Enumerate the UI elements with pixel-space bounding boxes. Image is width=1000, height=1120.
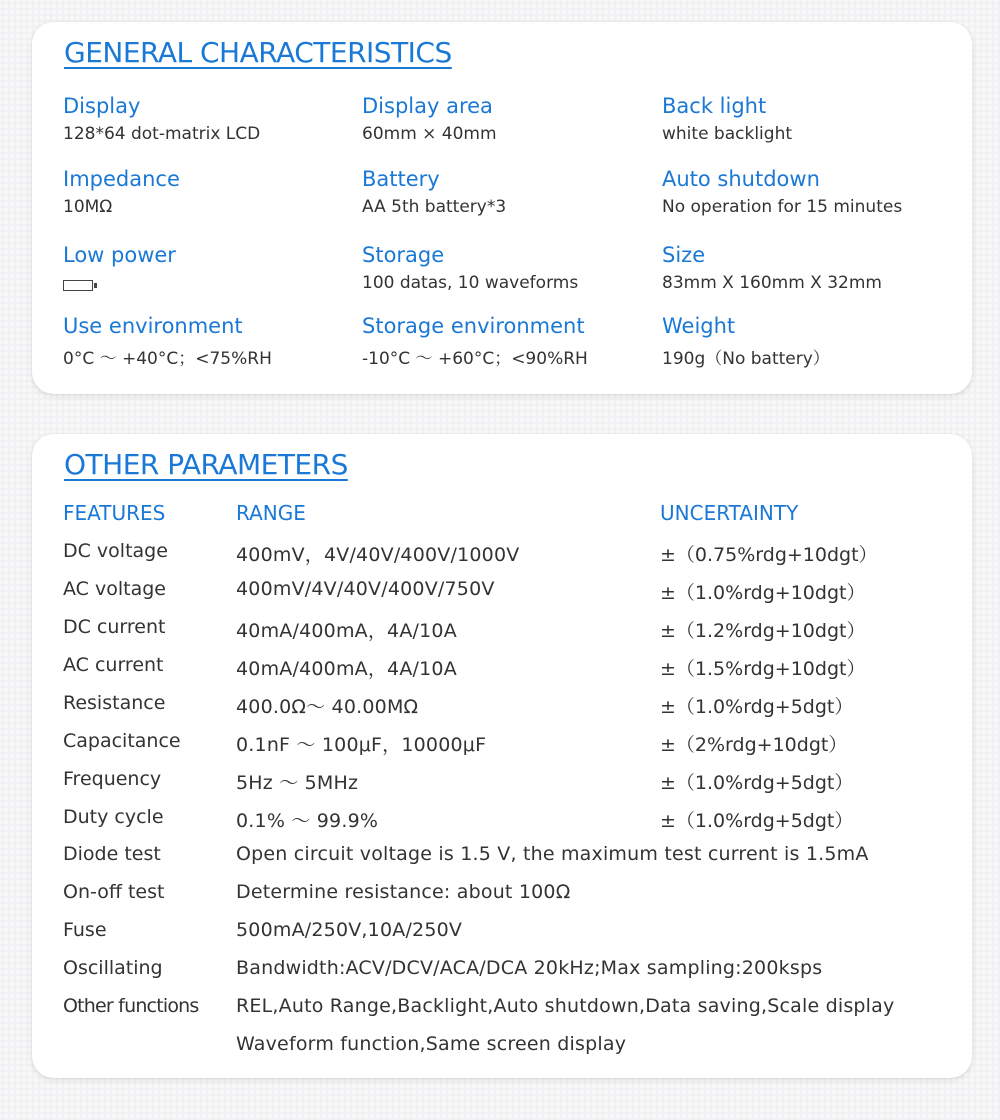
column-header-features: FEATURES: [63, 501, 166, 525]
feature-cell: Duty cycle: [63, 806, 164, 828]
spec-label: Impedance: [63, 167, 180, 191]
uncertainty-cell: ±（1.0%rdg+5dgt）: [660, 696, 854, 718]
uncertainty-cell: ±（0.75%rdg+10dgt）: [660, 544, 878, 566]
table-row: [32, 881, 972, 917]
battery-low-icon: [63, 280, 93, 291]
feature-cell: Capacitance: [63, 730, 181, 752]
range-cell: REL,Auto Range,Backlight,Auto shutdown,Data saving,Scale display: [236, 995, 895, 1017]
spec-value: -10°C ～ +60°C；<90%RH: [362, 349, 588, 369]
spec-value-icon-wrap: [63, 273, 353, 297]
table-row: [32, 1033, 972, 1069]
range-cell: 400mV/4V/40V/400V/750V: [236, 578, 495, 600]
spec-label: Display: [63, 94, 141, 118]
spec-low-power: [63, 243, 353, 297]
uncertainty-cell: ±（1.2%rdg+10dgt）: [660, 620, 866, 642]
table-row: [32, 616, 972, 652]
table-row: [32, 730, 972, 766]
spec-display: [63, 94, 353, 148]
table-row: [32, 578, 972, 614]
spec-label: Auto shutdown: [662, 167, 820, 191]
range-cell: 400mV，4V/40V/400V/1000V: [236, 544, 520, 566]
spec-label: Back light: [662, 94, 767, 118]
spec-label: Use environment: [63, 314, 243, 338]
range-cell: 0.1% ～ 99.9%: [236, 810, 379, 832]
spec-label: Display area: [362, 94, 493, 118]
feature-cell: On-off test: [63, 881, 165, 903]
spec-label: Size: [662, 243, 706, 267]
spec-use-environment: [63, 314, 353, 368]
spec-label: Weight: [662, 314, 736, 338]
uncertainty-cell: ±（1.5%rdg+10dgt）: [660, 658, 866, 680]
spec-value: 10MΩ: [63, 197, 113, 217]
other-parameters-card: [32, 434, 972, 1078]
spec-value: 0°C ～ +40°C；<75%RH: [63, 349, 272, 369]
spec-size: [662, 243, 952, 297]
spec-battery: [362, 167, 652, 221]
column-header-uncertainty: UNCERTAINTY: [660, 501, 799, 525]
table-row: [32, 843, 972, 879]
spec-value: 60mm × 40mm: [362, 124, 497, 144]
table-row: [32, 540, 972, 576]
spec-value: white backlight: [662, 124, 793, 144]
table-row: [32, 806, 972, 842]
spec-value: 83mm X 160mm X 32mm: [662, 273, 882, 293]
range-cell: Bandwidth:ACV/DCV/ACA/DCA 20kHz;Max sampling:200ksps: [236, 957, 823, 979]
feature-cell: Other functions: [63, 995, 199, 1017]
spec-display-area: [362, 94, 652, 148]
feature-cell: AC current: [63, 654, 164, 676]
range-cell: 40mA/400mA，4A/10A: [236, 658, 457, 680]
section-title-general: GENERAL CHARACTERISTICS: [64, 36, 452, 69]
spec-storage: [362, 243, 652, 297]
general-characteristics-card: [32, 22, 972, 394]
section-title-other: OTHER PARAMETERS: [64, 448, 348, 481]
feature-cell: Resistance: [63, 692, 166, 714]
range-cell: Determine resistance: about 100Ω: [236, 881, 571, 903]
range-cell: 5Hz ～ 5MHz: [236, 772, 359, 794]
spec-label: Storage environment: [362, 314, 585, 338]
spec-label: Low power: [63, 243, 176, 267]
spec-weight: [662, 314, 952, 368]
feature-cell: DC voltage: [63, 540, 168, 562]
spec-label: Storage: [362, 243, 445, 267]
uncertainty-cell: ±（1.0%rdg+5dgt）: [660, 810, 854, 832]
range-cell: Open circuit voltage is 1.5 V, the maximum test current is 1.5mA: [236, 843, 869, 865]
feature-cell: Diode test: [63, 843, 161, 865]
uncertainty-cell: ±（1.0%rdg+10dgt）: [660, 582, 866, 604]
table-row: [32, 768, 972, 804]
feature-cell: DC current: [63, 616, 166, 638]
range-cell: 40mA/400mA，4A/10A: [236, 620, 457, 642]
uncertainty-cell: ±（2%rdg+10dgt）: [660, 734, 848, 756]
table-row: [32, 995, 972, 1031]
range-cell: 500mA/250V,10A/250V: [236, 919, 463, 941]
range-cell: Waveform function,Same screen display: [236, 1033, 627, 1055]
spec-value: No operation for 15 minutes: [662, 197, 903, 217]
spec-value: 100 datas, 10 waveforms: [362, 273, 579, 293]
spec-back-light: [662, 94, 952, 148]
range-cell: 0.1nF ～ 100μF，10000μF: [236, 734, 487, 756]
table-row: [32, 692, 972, 728]
feature-cell: Fuse: [63, 919, 107, 941]
spec-storage-environment: [362, 314, 652, 368]
column-header-range: RANGE: [236, 501, 306, 525]
table-row: [32, 957, 972, 993]
spec-label: Battery: [362, 167, 440, 191]
range-cell: 400.0Ω～ 40.00MΩ: [236, 696, 419, 718]
uncertainty-cell: ±（1.0%rdg+5dgt）: [660, 772, 854, 794]
spec-value: 128*64 dot-matrix LCD: [63, 124, 261, 144]
table-row: [32, 919, 972, 955]
spec-impedance: [63, 167, 353, 221]
feature-cell: Oscillating: [63, 957, 163, 979]
feature-cell: AC voltage: [63, 578, 166, 600]
feature-cell: Frequency: [63, 768, 162, 790]
table-row: [32, 654, 972, 690]
spec-value: 190g（No battery）: [662, 349, 830, 369]
spec-auto-shutdown: [662, 167, 952, 221]
spec-value: AA 5th battery*3: [362, 197, 507, 217]
